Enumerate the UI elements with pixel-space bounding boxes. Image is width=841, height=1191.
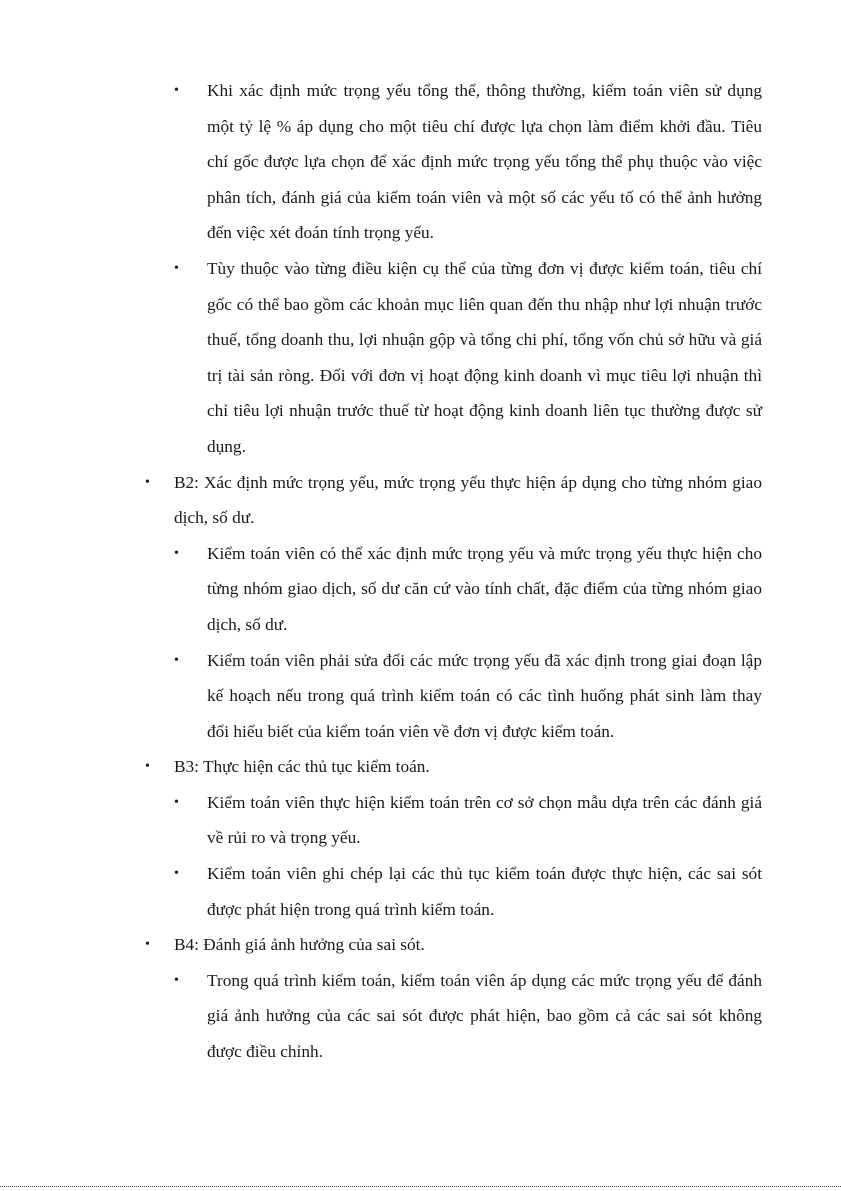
bullet-marker: • bbox=[174, 794, 179, 810]
bullet-item bbox=[145, 465, 762, 536]
sub-bullet-item bbox=[174, 643, 762, 750]
bullet-marker: • bbox=[174, 972, 179, 988]
paragraph-text: B4: Đánh giá ảnh hưởng của sai sót. bbox=[174, 935, 425, 955]
paragraph-text: Tùy thuộc vào từng điều kiện cụ thể của từng đơn vị được kiểm toán, tiêu chí gốc có thể bao gồm các khoản mục liên quan đến thu nhập như lợi nhuận trước thuế, tổng doanh thu, lợi nhuận gộp và tổng chi phí, tổng vốn chủ sở hữu và giá trị tài sản ròng. Đối với đơn vị hoạt động kinh doanh vì mục tiêu lợi nhuận thì chỉ tiêu lợi nhuận trước thuế từ hoạt động kinh doanh liên tục thường được sử dụng. bbox=[207, 258, 762, 456]
paragraph-text: Kiểm toán viên phải sửa đổi các mức trọng yếu đã xác định trong giai đoạn lập kế hoạch nếu trong quá trình kiểm toán có các tình huống phát sinh làm thay đổi hiểu biết của kiểm toán viên về đơn vị được kiểm toán. bbox=[207, 650, 762, 741]
sub-bullet-item bbox=[174, 536, 762, 643]
paragraph-text: Khi xác định mức trọng yếu tổng thể, thông thường, kiểm toán viên sử dụng một tỷ lệ % áp dụng cho một tiêu chí được lựa chọn làm điểm khởi đầu. Tiêu chí gốc được lựa chọn để xác định mức trọng yếu tổng thể phụ thuộc vào việc phân tích, đánh giá của kiểm toán viên và một số các yếu tố có thể ảnh hưởng đến việc xét đoán tính trọng yếu. bbox=[207, 81, 762, 243]
bullet-marker: • bbox=[174, 866, 179, 882]
paragraph-text: B3: Thực hiện các thủ tục kiểm toán. bbox=[174, 757, 430, 777]
paragraph-text: Trong quá trình kiểm toán, kiểm toán viên áp dụng các mức trọng yếu để đánh giá ảnh hưởng của các sai sót được phát hiện, bao gồm cả các sai sót không được điều chỉnh. bbox=[207, 970, 762, 1062]
bullet-item bbox=[145, 749, 762, 785]
bullet-item bbox=[145, 927, 762, 963]
bullet-marker: • bbox=[174, 652, 179, 668]
bullet-marker: • bbox=[174, 545, 179, 561]
sub-bullet-item bbox=[174, 856, 762, 927]
paragraph-text: Kiểm toán viên có thể xác định mức trọng yếu và mức trọng yếu thực hiện cho từng nhóm giao dịch, số dư căn cứ vào tính chất, đặc điểm của từng nhóm giao dịch, số dư. bbox=[207, 543, 762, 634]
sub-bullet-item bbox=[174, 963, 762, 1070]
paragraph-text: B2: Xác định mức trọng yếu, mức trọng yếu thực hiện áp dụng cho từng nhóm giao dịch, số dư. bbox=[174, 472, 762, 528]
bottom-dotted-divider bbox=[0, 1186, 841, 1187]
paragraph-text: Kiểm toán viên ghi chép lại các thủ tục kiểm toán được thực hiện, các sai sót được phát hiện trong quá trình kiểm toán. bbox=[207, 864, 762, 919]
bullet-marker: • bbox=[174, 260, 179, 276]
bullet-marker: • bbox=[145, 937, 150, 953]
paragraph-text: Kiểm toán viên thực hiện kiểm toán trên cơ sở chọn mẫu dựa trên các đánh giá về rủi ro và trọng yếu. bbox=[207, 792, 762, 848]
bullet-marker: • bbox=[174, 83, 179, 98]
sub-bullet-item bbox=[174, 251, 762, 465]
document-body bbox=[0, 73, 841, 1070]
sub-bullet-item bbox=[174, 785, 762, 856]
sub-bullet-item bbox=[174, 73, 762, 251]
bullet-marker: • bbox=[145, 759, 150, 775]
bullet-marker: • bbox=[145, 474, 150, 490]
